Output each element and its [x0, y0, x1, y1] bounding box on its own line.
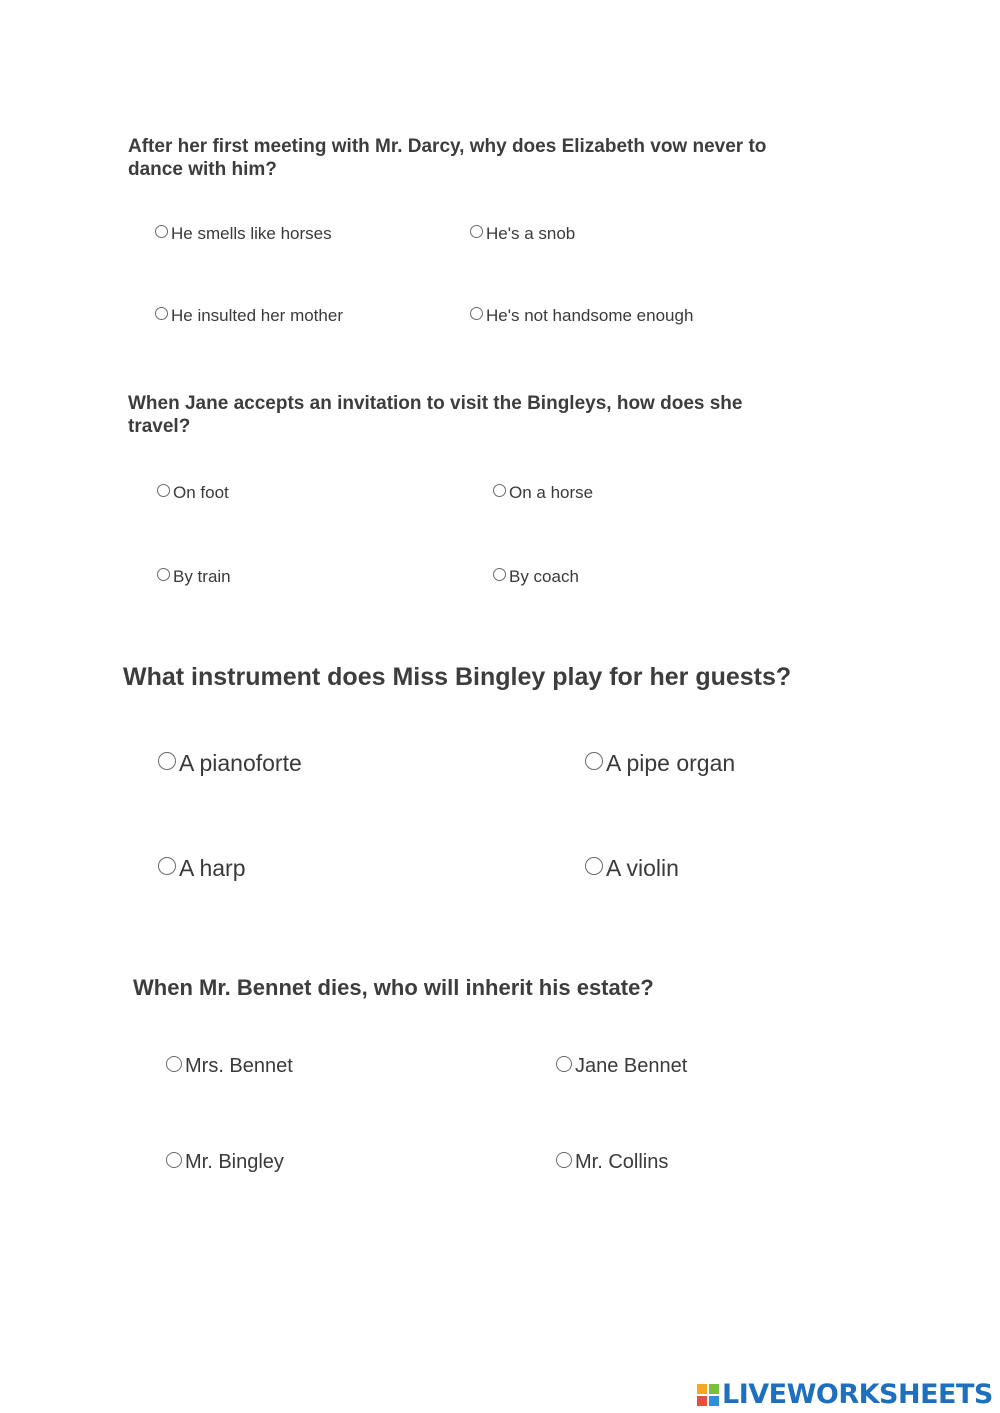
q2-option-3[interactable]: [157, 567, 231, 587]
option-label: He smells like horses: [171, 224, 332, 243]
radio-button[interactable]: [157, 484, 170, 497]
radio-button[interactable]: [470, 225, 483, 238]
q1-option-1[interactable]: [155, 224, 332, 244]
q2-option-1[interactable]: [157, 483, 229, 503]
option-label: Mr. Bingley: [185, 1151, 284, 1173]
logo-mark-icon: [697, 1384, 719, 1406]
radio-button[interactable]: [493, 568, 506, 581]
option-label: He insulted her mother: [171, 306, 343, 325]
radio-button[interactable]: [166, 1152, 182, 1168]
question-2-text: When Jane accepts an invitation to visit the Bingleys, how does she travel?: [128, 393, 743, 437]
q2-option-2[interactable]: [493, 483, 593, 503]
q1-option-3[interactable]: [155, 306, 343, 326]
q3-option-3[interactable]: [158, 855, 246, 882]
option-label: On a horse: [509, 483, 594, 502]
radio-button[interactable]: [158, 752, 176, 770]
q1-option-4[interactable]: [470, 306, 693, 326]
option-label: He's not handsome enough: [486, 306, 694, 325]
question-4-text: When Mr. Bennet dies, who will inherit his estate?: [133, 975, 654, 1000]
option-label: By coach: [509, 567, 579, 586]
q4-option-4[interactable]: [556, 1151, 668, 1174]
option-label: Mrs. Bennet: [185, 1055, 293, 1077]
option-label: Jane Bennet: [575, 1055, 688, 1077]
question-1-text: After her first meeting with Mr. Darcy, why does Elizabeth vow never to dance with him?: [128, 136, 767, 180]
logo-square: [709, 1396, 719, 1406]
q3-option-1[interactable]: [158, 750, 302, 777]
q4-option-1[interactable]: [166, 1055, 293, 1078]
radio-button[interactable]: [470, 307, 483, 320]
logo-text: LIVEWORKSHEETS: [722, 1379, 993, 1410]
option-label: By train: [173, 567, 231, 586]
option-label: A violin: [606, 855, 679, 881]
radio-button[interactable]: [556, 1056, 572, 1072]
option-label: He's a snob: [486, 224, 576, 243]
q4-option-3[interactable]: [166, 1151, 284, 1174]
radio-button[interactable]: [158, 857, 176, 875]
radio-button[interactable]: [493, 484, 506, 497]
liveworksheets-logo: [697, 1379, 993, 1410]
radio-button[interactable]: [157, 568, 170, 581]
radio-button[interactable]: [166, 1056, 182, 1072]
radio-button[interactable]: [585, 857, 603, 875]
q3-option-4[interactable]: [585, 855, 679, 882]
q1-option-2[interactable]: [470, 224, 575, 244]
logo-square: [697, 1384, 707, 1394]
option-label: A harp: [179, 855, 246, 881]
radio-button[interactable]: [556, 1152, 572, 1168]
option-label: Mr. Collins: [575, 1151, 669, 1173]
q2-option-4[interactable]: [493, 567, 579, 587]
logo-square: [709, 1384, 719, 1394]
logo-square: [697, 1396, 707, 1406]
radio-button[interactable]: [155, 307, 168, 320]
option-label: A pipe organ: [606, 750, 736, 776]
option-label: On foot: [173, 483, 229, 502]
radio-button[interactable]: [585, 752, 603, 770]
question-3-text: What instrument does Miss Bingley play for her guests?: [123, 663, 792, 691]
option-label: A pianoforte: [179, 750, 302, 776]
q4-option-2[interactable]: [556, 1055, 687, 1078]
q3-option-2[interactable]: [585, 750, 735, 777]
radio-button[interactable]: [155, 225, 168, 238]
